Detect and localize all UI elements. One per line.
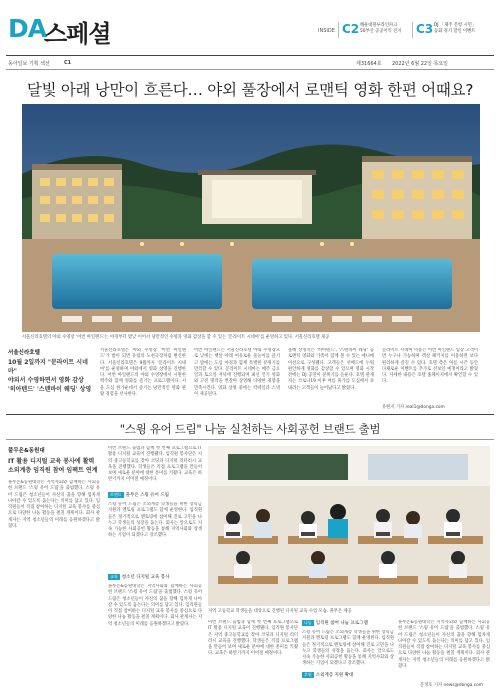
feature-credit: 유현지 기자 real1@donga.com [382, 405, 445, 410]
section2-column-3: 이번 브랜드 출범과 함께 첫 번째 프로그램으로 IT 활용 디지털 교육이 진행됐다. 임직원 봉사단은 지역 중고등학교를 찾아 코딩과 디지털 리터러시 교육을 진행했다. 학생들은 직접 프로그램을 만들어 보며 새로운 분야에 대한 흥미를 키웠다. 교육은 하반기까지 이어질 예정이다. [208, 620, 298, 657]
section2-box-3-tag: 나눔 [304, 620, 312, 625]
section2-box-4-text: 소외계층 지원 확대 [315, 673, 354, 678]
meta-rule [6, 69, 494, 70]
section2-box-4-tag: 후원 [304, 672, 312, 677]
index-divider [412, 22, 413, 38]
index-2-line-2: 동화 경기 할인 이벤트 [434, 29, 476, 34]
section2-column-5: 풀무온&동원대학은 지역사회와 함께하는 사회공헌 브랜드 '스윙 유어 드림'을 출범했다. 스윙 유어 드림은 청소년들이 자신의 꿈을 향해 힘차게 나아갈 수 있도록 돕는다는 의미를 담고 있다. 임직원들이 직접 참여하는 디지털 교육 봉사를 중심으로 다양한 나눔 활동을 펼칠 계획이다. 회사 관계자는 지역 청소년들의 미래를 응원하겠다고 밝혔다. [398, 620, 490, 670]
section2-credit: 문정호 기자 news@donga.com [420, 683, 483, 688]
feature-column-1: 서울신라호텔은 야외 수영장 '어번 아일랜드'가 밤이 되면 유럽의 노천극장처럼 변신한다. 서울신라호텔은 9월까지 '문라이트 시네마'를 운영하며 야외에서 영화 상영을 진행한다. 어번 아일랜드의 야외 수영장에서 시원한 맥주와 함께 영화를 즐기는 프로그램이다. 서울 도심 한가운데서 즐기는 낭만적인 영화 관람 경험을 선사한다. [100, 348, 186, 398]
index-1-num[interactable]: C2 [342, 22, 360, 36]
section2-rule [6, 439, 494, 440]
section2-source: 풀무온&동원대 [8, 448, 45, 454]
section2-subheads [8, 457, 108, 475]
feature-headline: 달빛 아래 낭만이 흐른다… 야외 풀장에서 로맨틱 영화 한편 어때요? [26, 81, 474, 99]
brand-title: 스페셜 [44, 20, 111, 48]
section2-photo-caption: 지역 고등학교 학생들을 대상으로 진행된 디지털 교육 수업 모습. 풀무온 제공 [208, 609, 352, 614]
brand-prefix: DA [8, 14, 47, 43]
feature-subhead-1: 10월 2일까지 "문라이트 시네마" [8, 359, 88, 375]
index-1-line-1: 해운대블루라인파크 [360, 23, 398, 28]
index-divider [338, 22, 339, 38]
photo-caption: 서울신라호텔의 야외 수영장 '어번 아일랜드'는 야경부터 밤낮 이어서 낭만적인 수영과 영화 감상을 할 수 있는 '문라이트 시네마'를 운영하고 있다. 서울신라호텔 제공 [22, 335, 330, 340]
section2-box-1-tag: 브랜드 [110, 492, 122, 497]
issue-date: 2022년 6월 22일 목요일 [392, 61, 449, 67]
section2-column-4: 스윙 유어 드림은 소외계층 학생들을 위한 장학금 지원과 멘토링 프로그램도 함께 운영한다. 임직원들은 정기적으로 멘토링에 참여해 진로 고민을 나누고 학생들의 성장을 돕는다. 회사는 앞으로도 지속 가능한 사회공헌 활동을 통해 지역사회와 상생하는 기업이 되겠다고 강조했다. [302, 630, 394, 667]
feature-source: 서울신라호텔 [8, 350, 40, 356]
feature-column-3: 올해 상영작은 '히아텐드', '스텐바이 웨딩' 등 로맨틱 영화와 가족이 함께 볼 수 있는 애니메이션으로 구성됐다. 고객들은 선베드에 누워 편안하게 영화를 감상할 수 있으며 영화 시작 전에는 DJ 공연이 분위기를 돋운다. 호텔 관계자는 코로나19 이후 여름 휴가를 도심에서 보내려는 고객들이 늘어났다고 밝혔다. [288, 348, 374, 391]
section2-box-2-tag: 교육 [110, 574, 118, 579]
index-2-line-1: DJ 「제주 문항 시민」 [434, 23, 477, 28]
index-2-num[interactable]: C3 [416, 22, 434, 36]
section-name: 동아일보 기획 섹션 [8, 61, 50, 67]
section2-column-1: 풀무온&동원대학은 지역사회와 함께하는 사회공헌 브랜드 '스윙 유어 드림'을 출범했다. 스윙 유어 드림은 청소년들이 자신의 꿈을 향해 힘차게 나아갈 수 있도록 돕는다는 의미를 담고 있다. 임직원들이 직접 참여하는 디지털 교육 봉사를 중심으로 다양한 나눔 활동을 펼칠 계획이다. 회사 관계자는 지역 청소년들의 미래를 응원하겠다고 밝혔다. [8, 480, 100, 530]
index-1-line-2: 50부산 공공이익 진지 [360, 29, 402, 34]
section2-column-2c: 풀무온&동원대학은 지역사회와 함께하는 사회공헌 브랜드 '스윙 유어 드림'을 출범했다. 스윙 유어 드림은 청소년들이 자신의 꿈을 향해 힘차게 나아갈 수 있도록 돕는다는 의미를 담고 있다. 임직원들이 직접 참여하는 디지털 교육 봉사를 중심으로 다양한 나눔 활동을 펼칠 계획이다. 회사 관계자는 지역 청소년들의 미래를 응원하겠다고 밝혔다. [108, 584, 202, 627]
hotel-pool-illustration [22, 104, 480, 332]
feature-column-4: 문라이트 시네마 이용은 어번 아일랜드 입장 고객이면 누구나 가능하며 객실 패키지를 이용하면 보다 편리하게 즐길 수 있다. 호텔 측은 여름 시즌 동안 다채로운 이벤트를 추가로 선보일 예정이라고 밝혔다. 자세한 내용은 호텔 홈페이지에서 확인할 수 있다. [382, 348, 478, 385]
feature-column-2: 어번 아일랜드는 서울신라호텔 야외 수영장으로 낮에는 햇살 아래 여유로운 물놀이를 즐기고 밤에는 도심 야경과 함께 특별한 분위기를 만끽할 수 있다. 문라이트 시네마는 매주 금요일과 토요일 저녁에 진행되며 최신 인기 영화와 고전 명작을 번갈아 상영해 다양한 취향을 만족시킨다. 영화 상영 중에는 칵테일과 스낵이 제공된다. [194, 348, 280, 398]
section2-headline: "스윙 유어 드림" 나눔 실천하는 사회공헌 브랜드 출범 [119, 422, 381, 436]
section2-box-3 [302, 620, 368, 626]
page-number: C1 [64, 60, 72, 66]
section2-box-1 [108, 492, 169, 498]
hotel-pool-photo [22, 104, 480, 332]
feature-subhead-3: '히아텐드' '스텐바이 웨딩' 상영 [8, 386, 92, 393]
section2-column-2b: 스윙 유어 드림은 소외계층 학생들을 위한 장학금 지원과 멘토링 프로그램도 함께 운영한다. 임직원들은 정기적으로 멘토링에 참여해 진로 고민을 나누고 학생들의 성장을 돕는다. 회사는 앞으로도 지속 가능한 사회공헌 활동을 통해 지역사회와 상생하는 기업이 되겠다고 강조했다. [108, 502, 202, 539]
index-1-text[interactable] [360, 23, 401, 35]
issue-number: 제31664호 [356, 61, 382, 67]
section-rule [6, 414, 494, 415]
feature-subheads [8, 358, 92, 394]
section2-box-2-text: 청소년 디지털 교육 봉사 [121, 575, 170, 580]
section2-box-3-text: 임직원 참여 나눔 프로그램 [315, 621, 368, 626]
section2-subhead-2: 소외계층 임직원 참여 임팩트 연계 [8, 467, 98, 474]
section2-box-4 [302, 672, 353, 678]
section2-box-1-text: 풀무온 스윙 유어 드림 [125, 493, 170, 498]
inside-label: INSIDE [318, 28, 335, 34]
classroom-photo [208, 446, 490, 606]
section2-box-2 [108, 574, 170, 580]
section2-column-2a: 이번 브랜드 출범과 함께 첫 번째 프로그램으로 IT 활용 디지털 교육이 진행됐다. 임직원 봉사단은 지역 중고등학교를 찾아 코딩과 디지털 리터러시 교육을 진행했다. 학생들은 직접 프로그램을 만들어 보며 새로운 분야에 대한 흥미를 키웠다. 교육은 하반기까지 이어질 예정이다. [108, 446, 202, 483]
index-2-text[interactable] [434, 23, 476, 35]
masthead-rule [6, 55, 494, 56]
classroom-illustration [208, 446, 490, 606]
section2-subhead-1: IT 활용 디지털 교육 봉사에 활력 [8, 458, 95, 465]
feature-subhead-2: 야외서 수영하면서 영화 감상 [8, 377, 84, 384]
